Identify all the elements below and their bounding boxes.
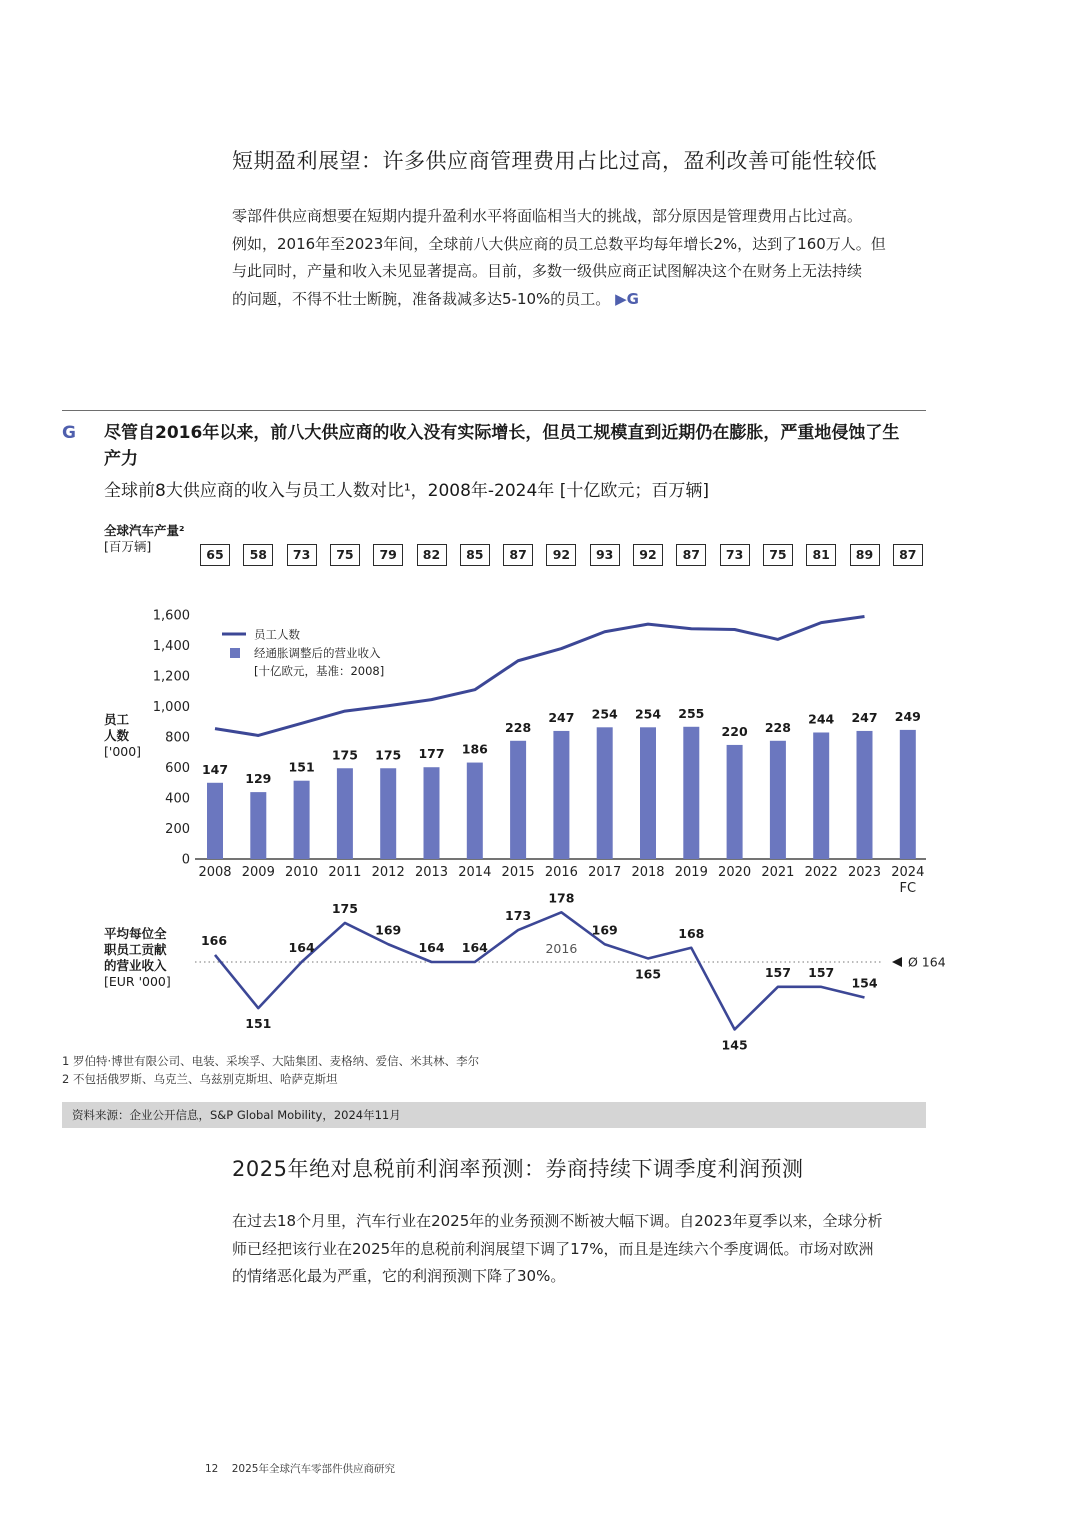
production-value-box: 87	[893, 544, 923, 566]
productivity-value: 164	[418, 940, 445, 955]
section1-line: 例如，2016年至2023年间，全球前八大供应商的员工总数平均每年增长2%，达到了160万人。但	[232, 234, 886, 253]
revenue-bar	[597, 727, 613, 859]
y-tick-label: 400	[165, 791, 190, 807]
section1-line: 零部件供应商想要在短期内提升盈利水平将面临相当大的挑战，部分原因是管理费用占比过高。	[232, 207, 863, 225]
section2-heading: 2025年绝对息税前利润率预测：券商持续下调季度利润预测	[232, 1157, 804, 1181]
legend-bar-swatch	[230, 648, 240, 658]
revenue-bar	[510, 741, 526, 859]
footnotes	[62, 1052, 479, 1088]
revenue-bar-value: 249	[894, 708, 921, 724]
revenue-bar-value: 186	[461, 741, 488, 757]
productivity-value: 169	[375, 922, 402, 938]
revenue-bar-value: 220	[721, 723, 748, 739]
production-value-box: 92	[546, 544, 576, 566]
productivity-label-line: 职员工贡献	[104, 942, 167, 957]
productivity-value: 173	[505, 908, 532, 924]
revenue-bar-value: 255	[678, 705, 705, 721]
production-value-box: 58	[243, 544, 273, 566]
y-tick-label: 200	[165, 822, 190, 837]
source-text: 资料来源：企业公开信息，S&P Global Mobility，2024年11月	[72, 1108, 401, 1122]
y-tick-label: 0	[181, 852, 190, 868]
revenue-bar-value: 254	[634, 706, 662, 722]
production-value-box: 87	[676, 544, 706, 566]
revenue-bar	[207, 783, 223, 859]
revenue-bar-value: 151	[288, 759, 315, 775]
x-tick-label: 2008	[198, 865, 232, 880]
y-tick-label: 600	[165, 761, 190, 776]
productivity-value: 165	[634, 966, 662, 982]
production-value-box: 82	[417, 544, 447, 566]
y-tick-label: 800	[165, 730, 190, 746]
section1-heading: 短期盈利展望：许多供应商管理费用占比过高，盈利改善可能性较低	[232, 149, 877, 173]
footnote: 2 不包括俄罗斯、乌克兰、乌兹别克斯坦、哈萨克斯坦	[62, 1072, 338, 1086]
section1-line: 的问题，不得不壮士断腕，准备裁减多达5-10%的员工。 ▶G	[232, 289, 639, 308]
figure-link[interactable]: ▶G	[615, 289, 639, 308]
production-value-box: 75	[763, 544, 793, 566]
revenue-bar-value: 247	[548, 709, 575, 725]
x-tick-suffix: FC	[899, 881, 917, 896]
production-value-box: 92	[633, 544, 663, 566]
x-tick-label: 2020	[718, 865, 752, 880]
x-tick-label: 2010	[285, 865, 319, 880]
x-tick-label: 2014	[458, 865, 492, 880]
productivity-label-line: 平均每位全	[104, 926, 167, 941]
production-value-box: 81	[806, 544, 836, 566]
production-value-box: 89	[850, 544, 880, 566]
production-value-box: 75	[330, 544, 360, 566]
revenue-bar	[683, 727, 699, 859]
productivity-label-unit: [EUR '000]	[104, 974, 171, 989]
x-tick-label: 2009	[241, 865, 275, 880]
revenue-bar	[553, 731, 569, 859]
legend-bar-label: 经通胀调整后的营业收入	[254, 646, 381, 660]
section2-line: 的情绪恶化最为严重，它的利润预测下降了30%。	[232, 1267, 566, 1285]
legend-line-label: 员工人数	[254, 627, 300, 642]
section1-line: 与此同时，产量和收入未见显著提高。目前，多数一级供应商正试图解决这个在财务上无法持续	[232, 262, 863, 280]
revenue-bar	[770, 741, 786, 859]
revenue-bar	[250, 792, 266, 859]
x-tick-label: 2013	[414, 865, 449, 880]
revenue-bar	[857, 731, 873, 859]
revenue-bar	[900, 730, 916, 859]
production-value-box: 87	[503, 544, 533, 566]
y-tick-label: 1,000	[152, 700, 190, 715]
revenue-bar	[424, 767, 440, 859]
productivity-value: 168	[678, 925, 705, 941]
productivity-annotation-year: 2016	[545, 941, 578, 956]
productivity-value: 169	[591, 922, 618, 938]
revenue-bar	[380, 768, 396, 859]
production-value-box: 79	[373, 544, 403, 566]
revenue-bar-value: 247	[851, 709, 878, 725]
revenue-bars	[207, 727, 916, 859]
productivity-value: 151	[245, 1016, 272, 1032]
x-tick-label: 2022	[804, 865, 838, 880]
figure-title-line: 产力	[104, 449, 138, 469]
y-tick-label: 1,200	[152, 669, 190, 685]
footnote: 1 罗伯特·博世有限公司、电装、采埃孚、大陆集团、麦格纳、爱信、米其林、李尔	[62, 1054, 480, 1068]
section2-line: 在过去18个月里，汽车行业在2025年的业务预测不断被大幅下调。自2023年夏季以来，全球分析	[232, 1212, 883, 1230]
revenue-bar	[337, 768, 353, 859]
production-value-box: 85	[460, 544, 490, 566]
revenue-bar-value: 175	[375, 747, 402, 763]
productivity-value: 164	[288, 940, 315, 955]
x-tick-label: 2011	[328, 865, 362, 880]
average-label: Ø 164	[908, 954, 946, 970]
x-tick-label: 2017	[588, 865, 622, 880]
productivity-value: 178	[548, 890, 575, 906]
productivity-value: 164	[461, 940, 488, 955]
revenue-bar-value: 175	[331, 747, 358, 763]
revenue-bar	[640, 727, 656, 859]
productivity-value: 166	[200, 932, 228, 948]
revenue-bar-value: 228	[505, 719, 532, 735]
production-value-box: 73	[720, 544, 750, 566]
x-tick-label: 2019	[674, 865, 708, 880]
x-tick-label: 2023	[847, 865, 882, 880]
production-value-box: 93	[590, 544, 620, 566]
productivity-chart	[195, 890, 946, 1052]
revenue-bar-value: 228	[764, 719, 791, 735]
productivity-value: 157	[764, 964, 791, 980]
legend-bar-note: [十亿欧元，基准：2008]	[254, 664, 385, 678]
figure-marker: G	[62, 423, 76, 443]
productivity-value: 145	[721, 1037, 748, 1053]
legend	[222, 628, 384, 679]
figure-subtitle: 全球前8大供应商的收入与员工人数对比¹，2008年-2024年 [十亿欧元；百万辆]	[104, 481, 709, 501]
production-value-box: 73	[287, 544, 317, 566]
y-tick-label: 1,600	[152, 608, 190, 624]
productivity-value: 175	[331, 900, 358, 916]
x-tick-label: 2024	[891, 865, 925, 880]
section2-line: 师已经把该行业在2025年的息税前利润展望下调了17%，而且是连续六个季度调低。市场对欧洲	[232, 1239, 874, 1258]
production-value-box: 65	[200, 544, 230, 566]
revenue-bar-value: 177	[418, 746, 445, 762]
x-tick-label: 2021	[761, 865, 795, 880]
employees-label-line: 员工	[104, 712, 130, 727]
production-label-unit: [百万辆]	[104, 539, 152, 554]
revenue-bar	[467, 763, 483, 859]
employees-label-line: 人数	[104, 728, 130, 743]
figure-title-line: 尽管自2016年以来，前八大供应商的收入没有实际增长，但员工规模直到近期仍在膨胀，严重地侵蚀了生	[104, 423, 900, 443]
revenue-bar	[727, 745, 743, 859]
revenue-bar	[813, 732, 829, 859]
revenue-bar-value: 244	[808, 711, 835, 727]
employees-label-unit: ['000]	[104, 744, 142, 759]
x-tick-label: 2018	[631, 865, 665, 880]
revenue-bar-value: 129	[245, 771, 272, 787]
page-number: 12	[205, 1463, 219, 1475]
average-marker-icon	[892, 957, 902, 967]
production-label-line: 全球汽车产量²	[104, 523, 185, 538]
revenue-bar-value: 254	[591, 706, 618, 722]
source-bar	[62, 1102, 926, 1128]
y-tick-label: 1,400	[152, 639, 190, 654]
productivity-value: 157	[808, 964, 835, 980]
section2-paragraph	[232, 1208, 932, 1291]
productivity-value: 154	[851, 975, 878, 991]
revenue-bar	[294, 781, 310, 859]
x-tick-label: 2012	[371, 865, 405, 880]
productivity-label-line: 的营业收入	[104, 958, 167, 973]
x-tick-label: 2016	[544, 865, 578, 880]
revenue-bar-value: 147	[201, 761, 229, 777]
page-footer	[205, 1461, 395, 1476]
x-tick-label: 2015	[501, 865, 535, 880]
document-title: 2025年全球汽车零部件供应商研究	[231, 1463, 395, 1475]
